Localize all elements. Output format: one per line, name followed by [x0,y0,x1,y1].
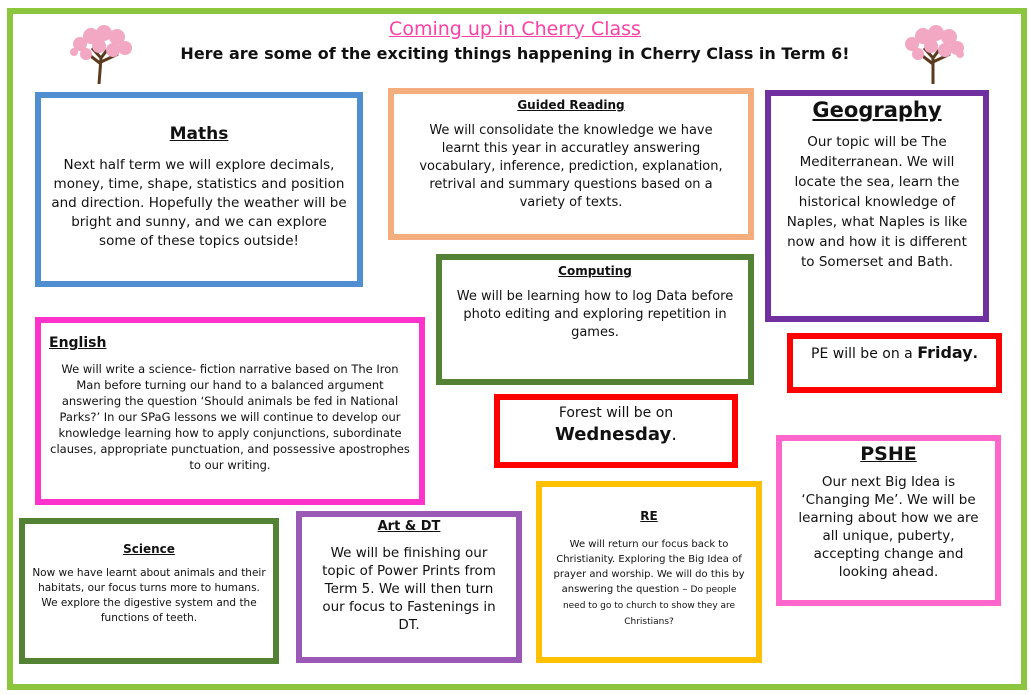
maths-body: Next half term we will explore decimals, money, time, shape, statistics and position and direction. Hopefully the weather will be bright and sunny, and we can explore some of these topics outside! [51,157,347,249]
science-body: Now we have learnt about animals and their habitats, our focus turns more to humans. We explore the digestive system and the functions of teeth. [32,567,266,624]
pe-text [801,343,988,362]
pshe-heading: PSHE [860,443,917,465]
art-dt-heading: Art & DT [377,519,441,534]
guided-reading-heading: Guided Reading [517,98,625,112]
computing-heading: Computing [558,264,632,278]
re-body [552,537,746,630]
page-subtitle: Here are some of the exciting things happening in Cherry Class in Term 6! [180,44,850,63]
guided-reading-body: We will consolidate the knowledge we have learnt this year in accuratley answering vocabulary, inference, prediction, explanation, retrival and summary questions based on a variety of texts. [419,123,723,210]
computing-body: We will be learning how to log Data before photo editing and exploring repetition in games. [456,289,734,340]
pe-label: PE will be on a [811,346,913,362]
geography-box [765,90,989,322]
forest-day: Wednesday [555,424,672,445]
page-title: Coming up in Cherry Class [389,18,641,40]
guided-reading-box [388,88,754,240]
maths-box [35,92,363,287]
re-heading: RE [640,509,658,523]
science-heading: Science [123,542,175,556]
forest-label: Forest will be on [558,405,674,421]
computing-box [436,254,754,385]
art-dt-box [296,511,522,663]
english-heading: English [49,335,107,351]
forest-end: . [671,424,677,445]
pe-day: Friday [917,343,973,362]
geography-body: Our topic will be The Mediterranean. We will locate the sea, learn the historical knowledge of Naples, what Naples is like now and how it is different to Somerset and Bath. [786,134,968,270]
re-body-text: We will return our focus back to Christianity. Exploring the Big Idea of prayer and worship. We will do this by answering the question – [553,539,745,595]
pe-end: . [972,346,978,362]
art-dt-body: We will be finishing our topic of Power Prints from Term 5. We will then turn our focus to Fastenings in DT. [322,545,496,633]
english-box [35,317,425,505]
pshe-box [776,435,1001,606]
geography-heading: Geography [812,98,942,122]
re-box [536,481,762,663]
maths-heading: Maths [169,124,229,144]
forest-box [494,394,738,468]
pshe-body: Our next Big Idea is ‘Changing Me’. We will be learning about how we are all unique, puberty, accepting change and looking ahead. [798,474,979,580]
pe-box [787,333,1002,393]
forest-day-line [508,422,724,448]
re-question: Do people need to go to church to show they are Christians? [562,585,737,627]
english-body: We will write a science- fiction narrative based on The Iron Man before turning our hand to a balanced argument answering the question ‘Should animals be fed in National Parks?’ In our SPaG lessons we will continue to develop our knowledge learning how to apply conjunctions, subordinate clauses, appropriate punctuation, and possessive apostrophes to our writing. [50,362,410,472]
science-box [19,518,279,664]
